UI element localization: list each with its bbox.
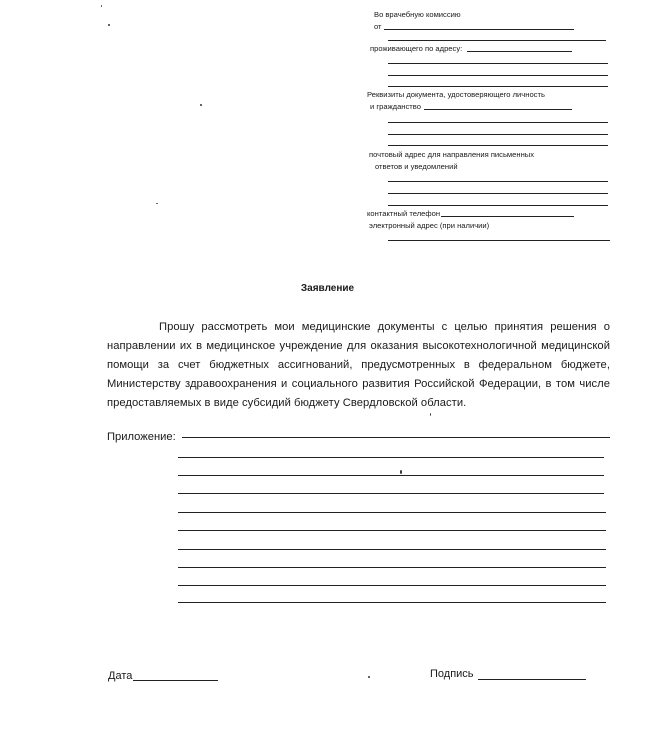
from-label: от xyxy=(374,22,382,31)
email-line[interactable] xyxy=(388,240,610,241)
phone-label: контактный телефон xyxy=(367,209,441,218)
attachment-line[interactable] xyxy=(182,437,610,438)
citizenship-label: и гражданство xyxy=(370,102,421,111)
id-document-line-3[interactable] xyxy=(388,134,608,135)
address-line-4[interactable] xyxy=(388,86,608,87)
postal-address-line[interactable] xyxy=(388,181,608,182)
attachment-line-8[interactable] xyxy=(178,567,606,568)
scan-speck xyxy=(200,104,202,106)
postal-address-label-2: ответов и уведомлений xyxy=(375,162,458,171)
email-label: электронный адрес (при наличии) xyxy=(369,221,490,230)
from-name-line-2[interactable] xyxy=(388,40,606,41)
scan-speck xyxy=(400,470,402,474)
date-line[interactable] xyxy=(133,680,218,681)
scan-speck xyxy=(368,676,370,678)
attachment-line-5[interactable] xyxy=(178,512,606,513)
address-label: проживающего по адресу: xyxy=(370,44,463,53)
postal-address-label: почтовый адрес для направления письменных xyxy=(369,150,535,159)
scan-speck xyxy=(430,413,431,416)
document-title: Заявление xyxy=(300,283,355,294)
attachment-line-7[interactable] xyxy=(178,549,606,550)
scan-speck xyxy=(156,203,158,204)
attachment-label: Приложение: xyxy=(107,431,176,443)
id-document-line[interactable] xyxy=(424,109,572,110)
scan-speck xyxy=(108,24,110,26)
signature-line[interactable] xyxy=(478,679,586,680)
attachment-line-10[interactable] xyxy=(178,602,606,603)
from-name-line[interactable] xyxy=(384,29,574,30)
phone-line[interactable] xyxy=(441,216,574,217)
attachment-line-3[interactable] xyxy=(178,475,604,476)
postal-address-line-3[interactable] xyxy=(388,205,608,206)
signature-label: Подпись xyxy=(430,668,474,680)
attachment-line-2[interactable] xyxy=(178,457,604,458)
id-document-line-4[interactable] xyxy=(388,145,608,146)
address-line[interactable] xyxy=(467,51,572,52)
address-line-3[interactable] xyxy=(388,75,608,76)
attachment-line-4[interactable] xyxy=(178,493,604,494)
id-document-label: Реквизиты документа, удостоверяющего личность xyxy=(367,90,545,99)
attachment-line-6[interactable] xyxy=(178,530,606,531)
attachment-line-9[interactable] xyxy=(178,585,606,586)
id-document-line-2[interactable] xyxy=(388,122,608,123)
application-text: Прошу рассмотреть мои медицинские документы с целью принятия решения о направлении их в медицинское учреждение для оказания высокотехнологичной медицинской помощи за счет бюджетных ассигнований, предусмотренных в федеральном бюджете, Министерству здравоохранения и социального развития Российской Федерации, в том числе предоставляемых в виде субсидий бюджету Свердловской области. xyxy=(107,321,610,410)
scan-speck xyxy=(101,5,102,7)
address-line-2[interactable] xyxy=(388,63,608,64)
addressee-line: Во врачебную комиссию xyxy=(374,10,461,19)
postal-address-line-2[interactable] xyxy=(388,193,608,194)
date-label: Дата xyxy=(108,670,133,682)
